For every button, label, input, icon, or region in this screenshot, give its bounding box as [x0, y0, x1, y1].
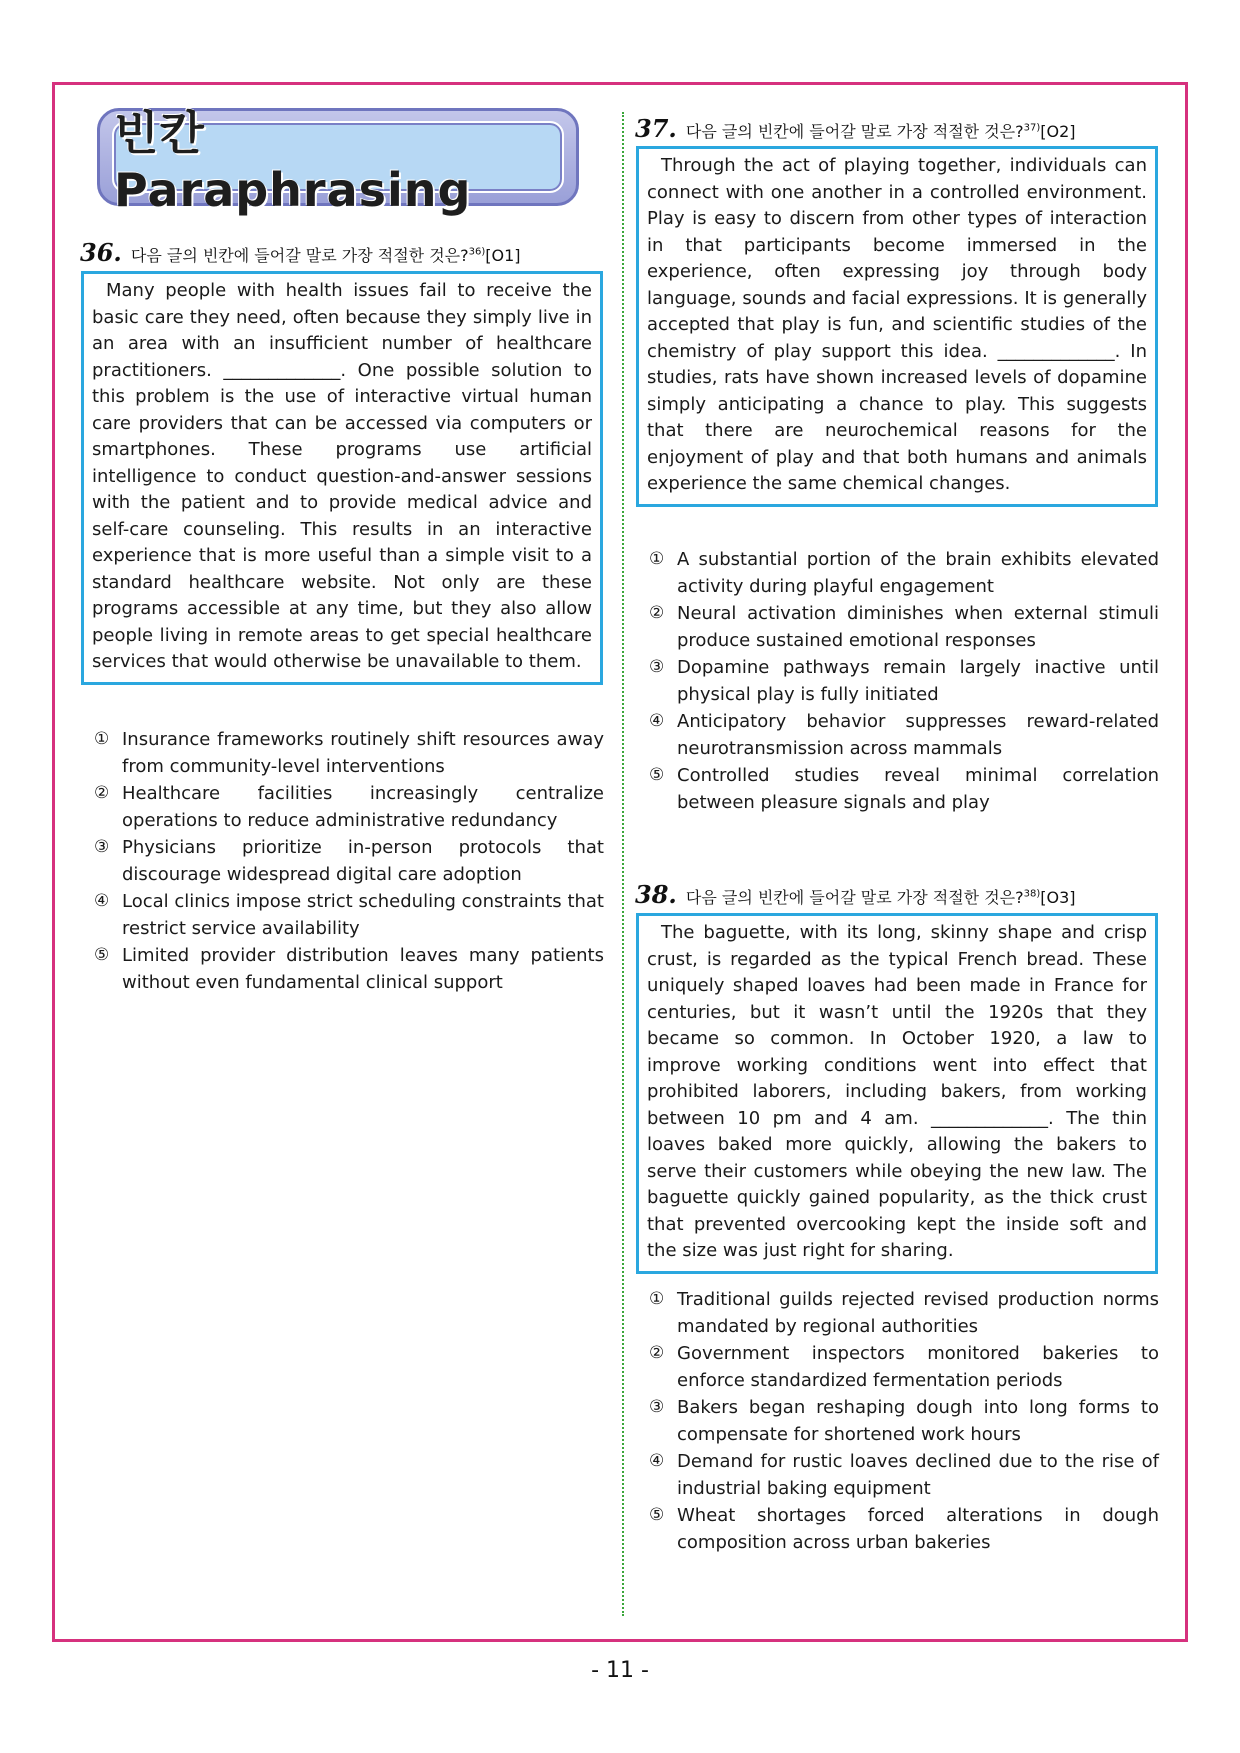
question-38-options [649, 1286, 1159, 1556]
option-5[interactable] [94, 942, 604, 996]
option-text: Neural activation diminishes when external stimuli produce sustained emotional responses [677, 603, 1159, 651]
option-text: Healthcare facilities increasingly centralize operations to reduce administrative redundancy [122, 783, 604, 831]
option-1[interactable] [649, 1286, 1159, 1340]
option-text: Local clinics impose strict scheduling constraints that restrict service availability [122, 891, 604, 939]
option-marker: ④ [649, 1451, 665, 1471]
question-38-header [635, 880, 1076, 909]
question-ref-code: [O3] [1040, 888, 1076, 907]
question-38-passage: The baguette, with its long, skinny shape and crisp crust, is regarded as the typical French bread. These uniquely shaped loaves had been made in France for centuries, but it wasn’t until the 1920s that they became so common. In October 1920, a law to improve working conditions went into effect that prohibited laborers, including bakers, from working between 10 pm and 4 am. _____________. The thin loaves baked more quickly, allowing the bakers to serve their customers while obeying the new law. The baguette quickly gained popularity, as the thick crust that prevented overcooking kept the inside soft and the size was just right for sharing. [636, 913, 1158, 1274]
option-text: Dopamine pathways remain largely inactive until physical play is fully initiated [677, 657, 1159, 705]
option-marker: ② [649, 1343, 665, 1363]
option-marker: ⑤ [94, 945, 110, 965]
question-number: 36. [80, 238, 122, 267]
option-text: Bakers began reshaping dough into long forms to compensate for shortened work hours [677, 1397, 1159, 1445]
column-divider [622, 112, 624, 1616]
option-marker: ⑤ [649, 765, 665, 785]
section-title: 빈칸 Paraphrasing [114, 106, 472, 217]
option-text: Limited provider distribution leaves many patients without even fundamental clinical support [122, 945, 604, 993]
option-4[interactable] [649, 708, 1159, 762]
option-marker: ③ [649, 1397, 665, 1417]
option-text: Wheat shortages forced alterations in dough composition across urban bakeries [677, 1505, 1159, 1553]
option-3[interactable] [649, 654, 1159, 708]
option-text: Demand for rustic loaves declined due to the rise of industrial baking equipment [677, 1451, 1159, 1499]
option-marker: ⑤ [649, 1505, 665, 1525]
question-37-passage: Through the act of playing together, individuals can connect with one another in a controlled environment. Play is easy to discern from other types of interaction in that participants become immersed in the experience, often expressing joy through body language, sounds and facial expressions. It is generally accepted that play is fun, and scientific studies of the chemistry of play support this idea. _____________. In studies, rats have shown increased levels of dopamine simply anticipating a chance to play. This suggests that there are neurochemical reasons for the enjoyment of play and that both humans and animals experience the same chemical changes. [636, 146, 1158, 507]
question-ref-sup: 38) [1023, 888, 1041, 900]
section-title-inner [112, 106, 564, 217]
option-2[interactable] [649, 1340, 1159, 1394]
option-text: Government inspectors monitored bakeries to enforce standardized fermentation periods [677, 1343, 1159, 1391]
question-36-header [80, 238, 521, 267]
question-prompt: 다음 글의 빈칸에 들어갈 말로 가장 적절한 것은? [130, 246, 469, 265]
option-5[interactable] [649, 762, 1159, 816]
option-3[interactable] [649, 1394, 1159, 1448]
question-37-header [635, 114, 1076, 143]
option-marker: ④ [649, 711, 665, 731]
page-number: - 11 - [591, 1658, 649, 1683]
question-36-passage: Many people with health issues fail to receive the basic care they need, often because they simply live in an area with an insufficient number of healthcare practitioners. _____________. One possible solution to this problem is the use of interactive virtual human care providers that can be accessed via computers or smartphones. These programs use artificial intelligence to conduct question-and-answer sessions with the patient and to provide medical advice and self-care counseling. This results in an interactive experience that is more useful than a simple visit to a standard healthcare website. Not only are these programs accessible at any time, but they also allow people living in remote areas to get special healthcare services that would otherwise be unavailable to them. [81, 271, 603, 685]
question-36-options [94, 726, 604, 996]
option-text: Physicians prioritize in-person protocols that discourage widespread digital care adoption [122, 837, 604, 885]
option-marker: ② [649, 603, 665, 623]
option-4[interactable] [649, 1448, 1159, 1502]
option-text: Insurance frameworks routinely shift resources away from community-level interventions [122, 729, 604, 777]
question-ref-sup: 37) [1023, 122, 1041, 134]
option-4[interactable] [94, 888, 604, 942]
option-text: Controlled studies reveal minimal correlation between pleasure signals and play [677, 765, 1159, 813]
option-5[interactable] [649, 1502, 1159, 1556]
option-1[interactable] [94, 726, 604, 780]
option-marker: ③ [94, 837, 110, 857]
option-marker: ④ [94, 891, 110, 911]
question-37-options [649, 546, 1159, 816]
option-marker: ② [94, 783, 110, 803]
question-number: 37. [635, 114, 677, 143]
section-title-badge [97, 106, 579, 217]
option-2[interactable] [649, 600, 1159, 654]
question-number: 38. [635, 880, 677, 909]
question-prompt: 다음 글의 빈칸에 들어갈 말로 가장 적절한 것은? [685, 122, 1024, 141]
option-text: A substantial portion of the brain exhibits elevated activity during playful engagement [677, 549, 1159, 597]
option-text: Traditional guilds rejected revised production norms mandated by regional authorities [677, 1289, 1159, 1337]
option-text: Anticipatory behavior suppresses reward-related neurotransmission across mammals [677, 711, 1159, 759]
question-ref-code: [O1] [485, 246, 521, 265]
option-1[interactable] [649, 546, 1159, 600]
option-marker: ③ [649, 657, 665, 677]
question-prompt: 다음 글의 빈칸에 들어갈 말로 가장 적절한 것은? [685, 888, 1024, 907]
question-ref-code: [O2] [1040, 122, 1076, 141]
option-marker: ① [649, 549, 665, 569]
option-3[interactable] [94, 834, 604, 888]
question-ref-sup: 36) [468, 246, 486, 258]
option-2[interactable] [94, 780, 604, 834]
option-marker: ① [649, 1289, 665, 1309]
option-marker: ① [94, 729, 110, 749]
